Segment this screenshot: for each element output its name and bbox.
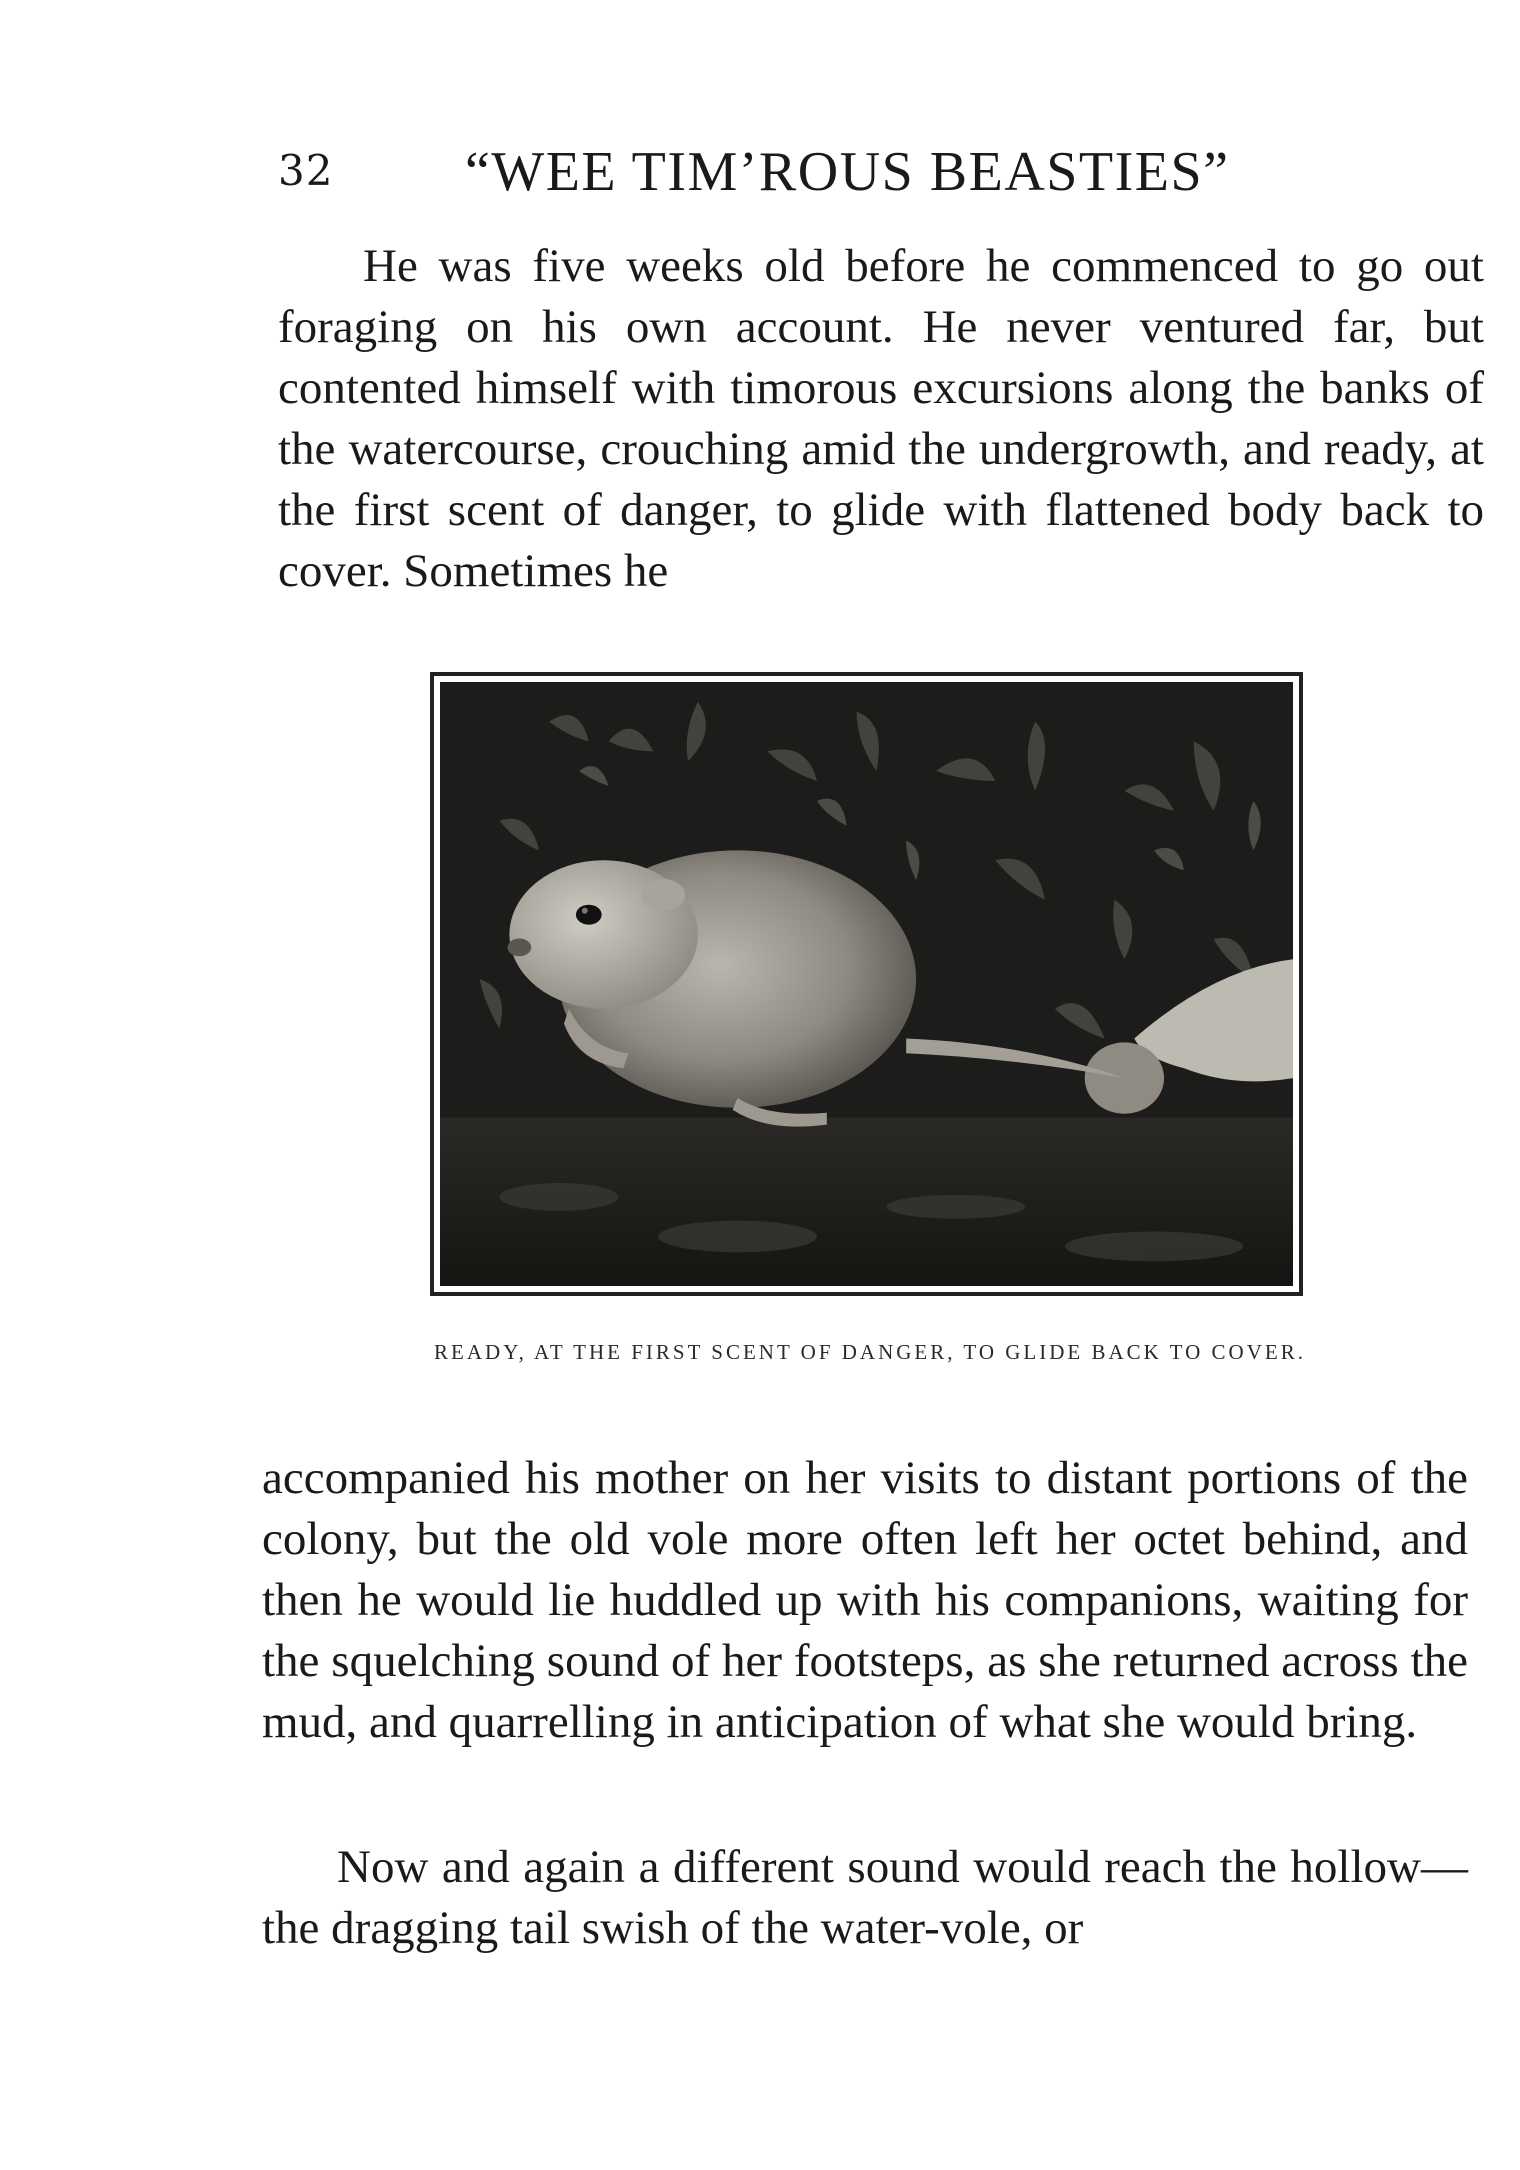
photo-frame [430, 672, 1303, 1296]
page-number: 32 [278, 146, 334, 195]
vole-photograph [440, 682, 1293, 1286]
paragraph-2: accompanied his mother on her visits to distant portions of the colony, but the old vole more often left her octet behind, and then he would lie huddled up with his companions, waiting for the squelching sound of her footsteps, as she returned across the mud, and quarrelling in anticipation of what she would bring. [262, 1452, 1468, 1748]
figure-caption: READY, AT THE FIRST SCENT OF DANGER, TO GLIDE BACK TO COVER. [434, 1340, 1306, 1364]
paragraph-1: He was five weeks old before he commenced to go out foraging on his own account. He never ventured far, but contented himself with timorous excursions along the banks of the watercourse, crouching amid the undergrowth, and ready, at the first scent of danger, to glide with flattened body back to cover. Sometimes he [278, 240, 1484, 597]
paragraph-3: Now and again a different sound would reach the hollow—the dragging tail swish of the water-vole, or [262, 1841, 1468, 1954]
running-head: “WEE TIM’ROUS BEASTIES” [465, 141, 1230, 203]
